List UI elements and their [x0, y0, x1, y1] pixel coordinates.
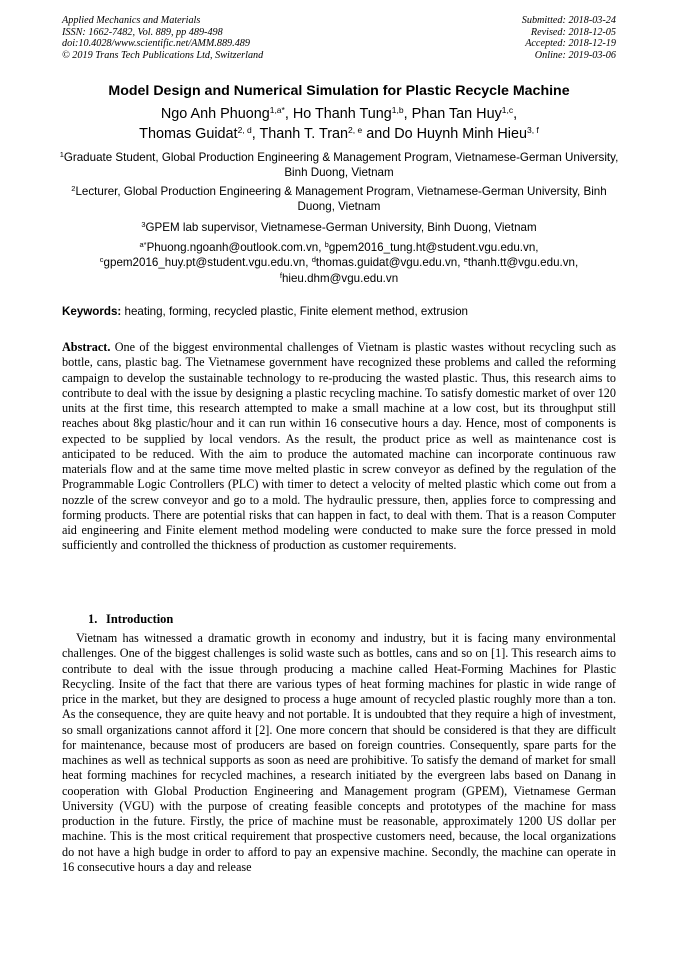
author: Ho Thanh Tung$^{1,b}$, — [292, 105, 412, 122]
date-revised: Revised: 2018-12-05 — [530, 26, 616, 38]
date-accepted: Accepted: 2018-12-19 — [525, 38, 616, 50]
abstract-text: One of the biggest environmental challenges of Vietnam is plastic wastes without recycling such as bottle, cans, plastic bag. The Vietnamese government have recognized these problems and called the reforming campaign to develop the sustainable technology to re-producing the wasted plastic. Thus, this research aims to contribute to deal with the issue by designing a plastic recycling machine. To satisfy domestic market of over 120 units at the first time, this research attempted to make a small machine at a low cost, but its throughput still reaches about 8kg plastic/hour and it can run within 16 consecutive hours a day. Hence, most of components is expected to be supplied by local vendors. As the result, the product price as well as maintenance cost is anticipated to be reduced. With the aim to produce the automated machine can incorporate continuous raw materials flow and at the same time move melted plastic in screw conveyor as defined by the regulation of the Programmable Logic Controllers (PLC) with timer to detect a velocity of melted plastic which come out from a nozzle of the screw conveyor and go to a mold. The hydraulic pressure, then, applies force to compressing and forming products. There are potential risks that can happen in fact, to deal with them. That is a reason Computer aid engineering and Finite element method modeling were conducted to make sure the force pressed in mold sufficiently and controlled the thickness of production as customer requirements. — [62, 340, 616, 553]
journal-doi: doi:10.4028/www.scientific.net/AMM.889.489 — [62, 38, 250, 50]
author-list — [40, 104, 638, 144]
affiliation: $^3$GPEM lab supervisor, Vietnamese-German University, Binh Duong, Vietnam — [141, 220, 537, 234]
keywords-label: Keywords: — [62, 305, 122, 318]
email[interactable]: $^c$gpem2016_huy.pt@student.vgu.edu.vn, — [99, 255, 312, 270]
author: Ngo Anh Phuong$^{1,a*}$, — [160, 105, 293, 122]
author: Phan Tan Huy$^{1,c}$, — [411, 105, 518, 122]
abstract — [62, 340, 616, 554]
email[interactable]: $^{a*}$Phuong.ngoanh@outlook.com.vn, — [139, 240, 325, 254]
email[interactable]: $^e$thanh.tt@vgu.edu.vn, — [463, 255, 579, 270]
email[interactable]: $^b$gpem2016_tung.ht@student.vgu.edu.vn, — [324, 240, 539, 254]
section-heading — [88, 612, 173, 627]
abstract-label: Abstract. — [62, 340, 111, 354]
section-title: Introduction — [106, 612, 174, 626]
author-emails — [52, 240, 626, 286]
journal-issn: ISSN: 1662-7482, Vol. 889, pp 489-498 — [62, 26, 223, 38]
keywords-text: heating, forming, recycled plastic, Finite element method, extrusion — [121, 305, 468, 318]
email[interactable]: $^d$thomas.guidat@vgu.edu.vn, — [311, 255, 464, 270]
journal-header — [62, 15, 263, 61]
author: Do Huynh Minh Hieu$^{3, f}$ — [394, 125, 539, 142]
author: Thomas Guidat$^{2, d}$, — [139, 125, 260, 142]
date-online: Online: 2019-03-06 — [534, 49, 616, 61]
introduction-paragraph: Vietnam has witnessed a dramatic growth in economy and industry, but it is facing many environmental challenges. One of the biggest challenges is solid waste such as bottles, cans and so on [1]. This research aims to contribute to deal with the issue through producing a machine called Heat-Forming Machines for Plastic Recycling. Insite of the fact that there are various types of heat forming machines for plastic in wide range of price in the market, but they are designed to process a huge amount of recycled plastic roughly more than a ton. As the consequence, they are quite heavy and not portable. It is undoubted that they require a high of investment, so small organizations cannot afford it [2]. One more concern that should be considered is that they are difficult for maintenance, because most of producers are based on foreign countries. Consequently, spare parts for the machines as well as technical supports as soon as need are prohibitive. To satisfy the demand of market for small heat forming machines for recycled machines, a research initiated by the evergreen labs based on Danang in cooperation with Global Production Engineering and Management program (GPEM), Vietnamese German University (VGU) with the purpose of creating feasible concepts and prototypes of the machine for mass production in the future. Firstly, the price of machine must be reasonable, approximately 1200 US dollar per machine. This is the most critical requirement that prospective customers need, because, the local organizations do not have a high budge in order to afford to pay an expensive machine. Secondly, the machine can operate in 16 consecutive hours a day and release — [62, 631, 616, 874]
email[interactable]: $^f$hieu.dhm@vgu.edu.vn — [279, 270, 399, 285]
journal-name: Applied Mechanics and Materials — [62, 15, 201, 26]
paper-title: Model Design and Numerical Simulation for Plastic Recycle Machine — [108, 83, 570, 99]
affiliation: $^2$Lecturer, Global Production Engineering & Management Program, Vietnamese-German University, Binh Duong, Vietnam — [71, 184, 607, 214]
section-number: 1. — [88, 612, 98, 626]
keywords — [62, 305, 622, 318]
date-submitted: Submitted: 2018-03-24 — [521, 15, 616, 26]
dates-header — [522, 15, 616, 61]
journal-copyright: © 2019 Trans Tech Publications Ltd, Switzerland — [62, 49, 264, 61]
affiliation: $^1$Graduate Student, Global Production Engineering & Management Program, Vietnamese-German University, Binh Duong, Vietnam — [59, 150, 619, 180]
author: Thanh T. Tran$^{2, e}$ and — [259, 125, 395, 142]
